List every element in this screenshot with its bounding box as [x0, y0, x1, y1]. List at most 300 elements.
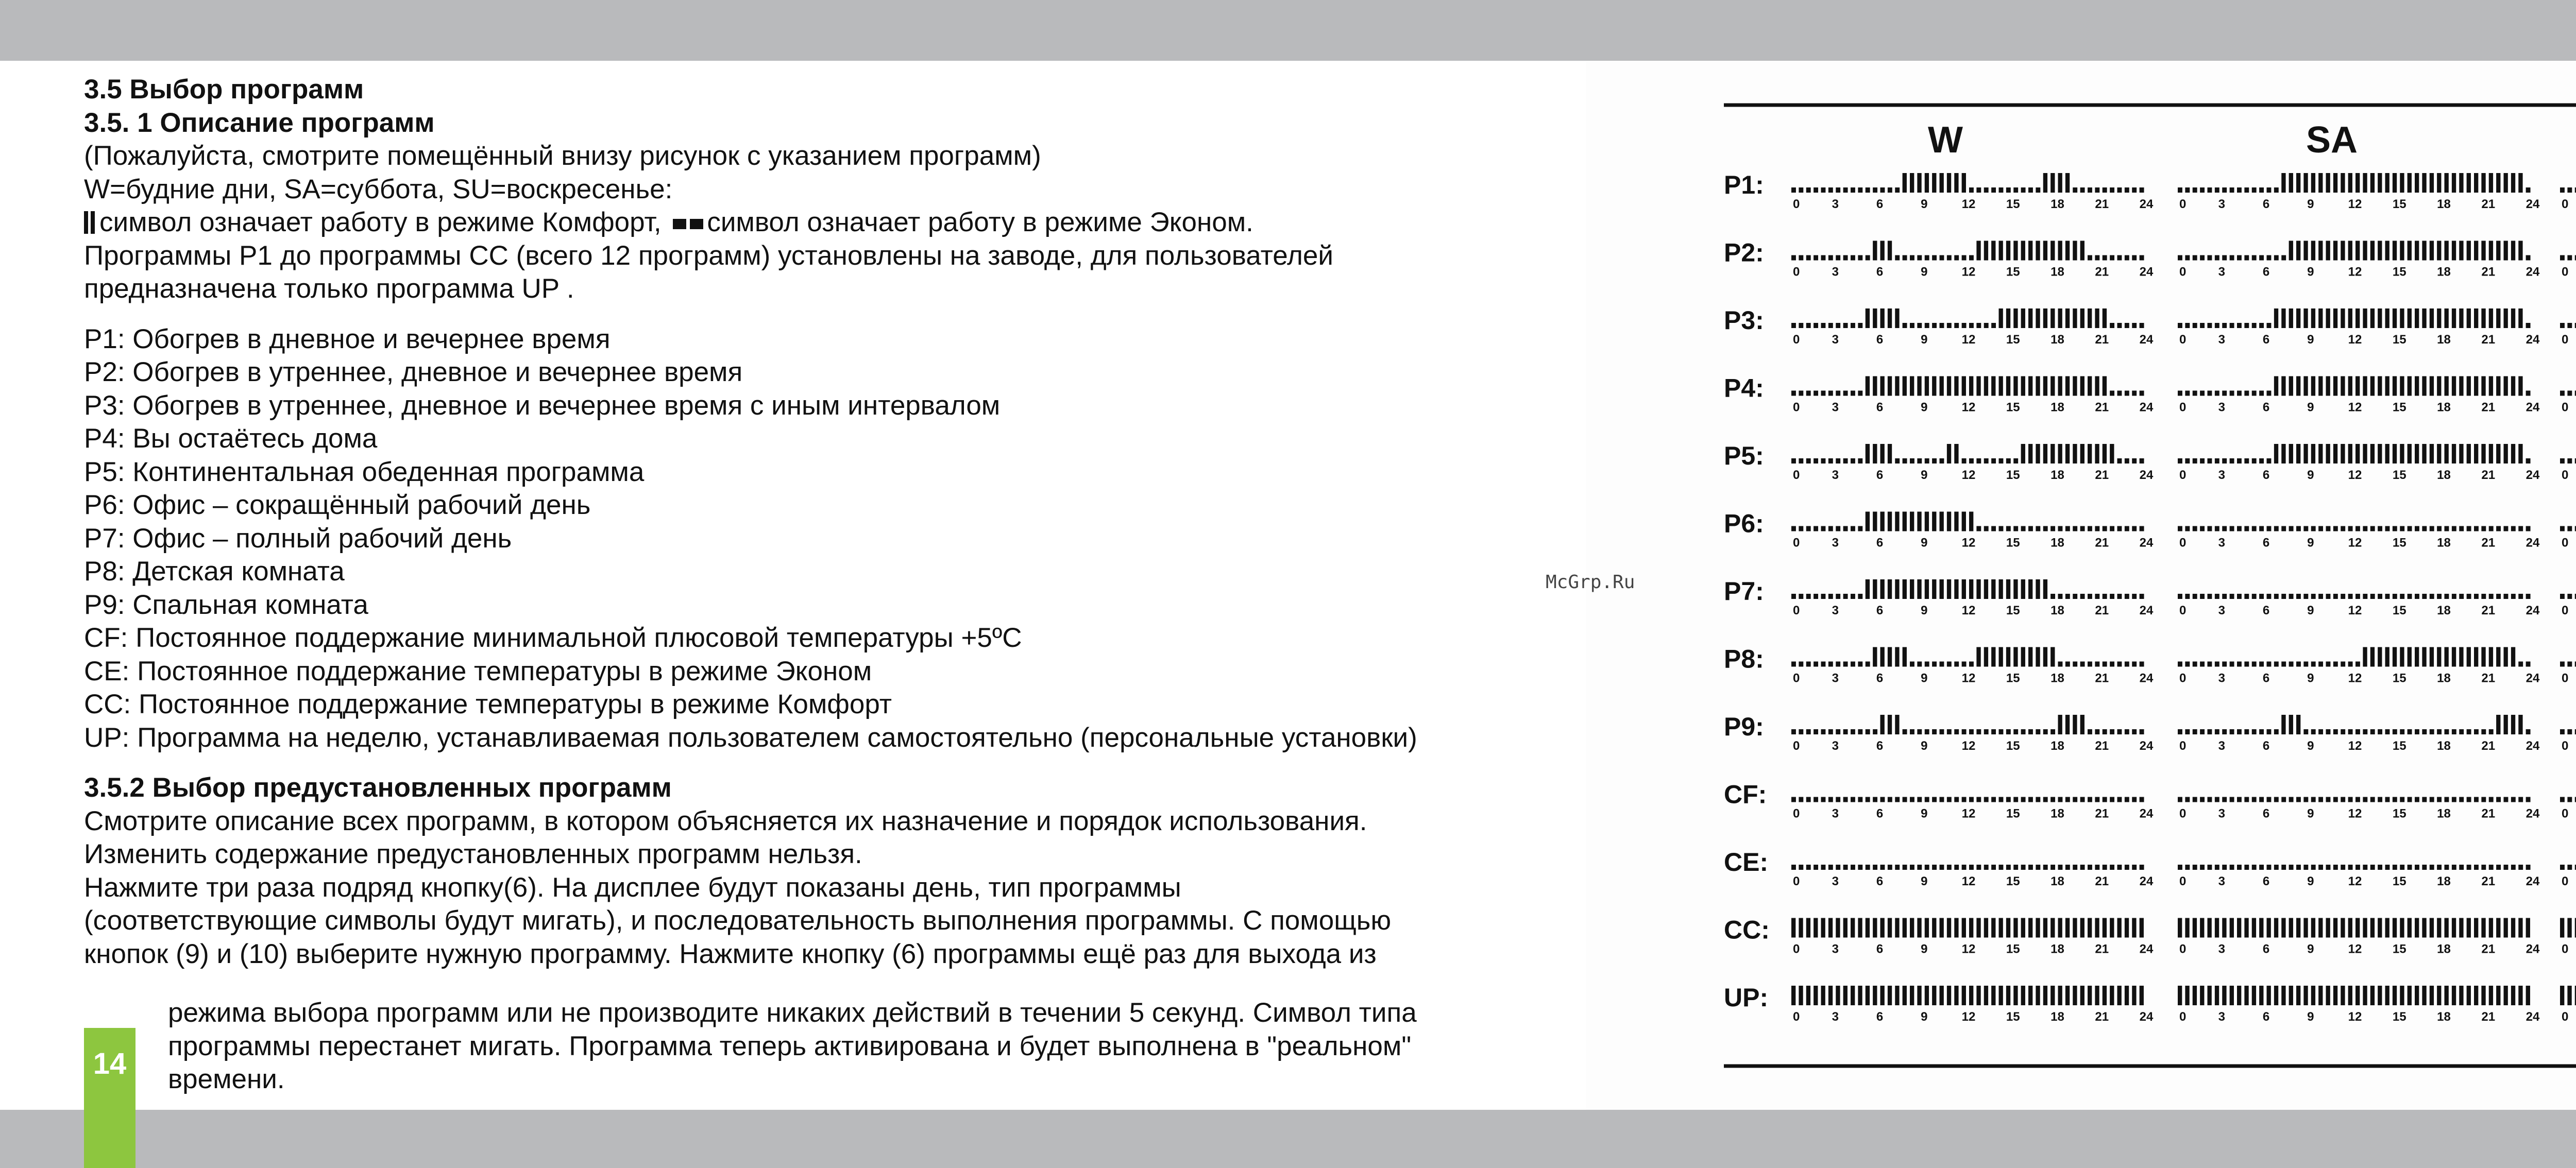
slot-mark — [2244, 797, 2249, 802]
slot-mark — [2125, 918, 2129, 938]
slot-mark — [2222, 458, 2227, 463]
slot-mark — [2311, 986, 2315, 1005]
hour-tick: 6 — [1876, 671, 1884, 685]
slot-mark — [1962, 662, 1967, 667]
slot-mark — [2467, 376, 2471, 396]
section2-line: Нажмите три раза подряд кнопку(6). На дисплее будут показаны день, тип программы — [84, 872, 1181, 903]
hour-tick: 9 — [2307, 265, 2314, 279]
slot-mark — [2073, 308, 2077, 328]
slot-mark — [2459, 647, 2463, 667]
slot-mark — [2496, 715, 2500, 734]
hour-tick: 9 — [2307, 468, 2314, 482]
slot-mark — [2110, 986, 2114, 1005]
slot-mark — [2385, 173, 2389, 193]
slot-mark — [2050, 797, 2055, 802]
slot-mark — [1925, 458, 1929, 463]
slot-mark — [2393, 918, 2397, 938]
slot-mark — [2289, 376, 2293, 396]
slot-mark — [2459, 729, 2464, 734]
slot-mark — [2348, 918, 2352, 938]
slot-mark — [2326, 308, 2330, 328]
slot-mark — [2080, 594, 2085, 599]
slot-mark — [1969, 918, 1973, 938]
section2-line: кнопок (9) и (10) выберите нужную программу. Нажмите кнопку (6) программы ещё раз для выхода из — [84, 938, 1377, 969]
slot-mark — [2326, 986, 2330, 1005]
hour-tick: 12 — [1961, 265, 1976, 279]
hour-tick: 0 — [2562, 468, 2569, 482]
slot-mark — [2415, 729, 2419, 734]
slot-mark — [2496, 918, 2500, 938]
slot-mark — [2222, 526, 2227, 531]
slot-mark — [2281, 173, 2285, 193]
slot-mark — [1999, 986, 2003, 1005]
slot-mark — [2050, 594, 2055, 599]
hour-tick: 6 — [2262, 874, 2270, 888]
slot-mark — [2013, 729, 2018, 734]
slot-mark — [2140, 255, 2144, 261]
slot-mark — [2259, 986, 2263, 1005]
slot-mark — [2252, 323, 2257, 328]
slot-mark — [1799, 594, 1803, 599]
slot-mark — [2303, 662, 2308, 667]
eco-symbol-icon — [673, 219, 704, 229]
slot-mark — [2193, 526, 2197, 531]
hour-tick: 3 — [1832, 197, 1839, 211]
slot-mark — [1821, 391, 1826, 396]
slot-mark — [2259, 662, 2264, 667]
slot-mark — [2065, 173, 2070, 193]
slot-mark — [1799, 729, 1803, 734]
slot-mark — [2222, 865, 2227, 870]
slot-mark — [2355, 526, 2360, 531]
slot-mark — [2073, 918, 2077, 938]
hour-tick: 21 — [2095, 197, 2109, 211]
slot-mark — [1991, 458, 1996, 463]
slot-mark — [2178, 918, 2182, 938]
slot-mark — [1814, 986, 1818, 1005]
slot-mark — [1851, 187, 1855, 193]
row-label: CC: — [1724, 915, 1770, 944]
slot-mark — [2193, 918, 2197, 938]
slot-mark — [2445, 647, 2449, 667]
slot-mark — [2073, 241, 2077, 261]
hour-tick: 9 — [2307, 806, 2314, 821]
hour-tick: 15 — [2392, 1010, 2406, 1024]
slot-mark — [2437, 865, 2442, 870]
slot-mark — [2222, 918, 2226, 938]
slot-mark — [1932, 865, 1937, 870]
slot-mark — [2363, 594, 2367, 599]
slot-mark — [1814, 391, 1818, 396]
slot-mark — [2289, 715, 2293, 734]
slot-mark — [2103, 255, 2107, 261]
slot-mark — [2378, 526, 2382, 531]
slot-mark — [2518, 715, 2522, 734]
slot-mark — [1814, 594, 1818, 599]
hour-tick: 24 — [2526, 942, 2540, 956]
slot-mark — [2526, 729, 2531, 734]
hour-tick: 0 — [2179, 671, 2187, 685]
slot-mark — [2452, 647, 2456, 667]
slot-mark — [2006, 376, 2010, 396]
slot-mark — [2073, 187, 2077, 193]
slot-mark — [2140, 797, 2144, 802]
slot-mark — [1910, 458, 1914, 463]
slot-mark — [1932, 986, 1936, 1005]
slot-mark — [2058, 308, 2062, 328]
slot-mark — [1814, 187, 1818, 193]
slot-mark — [2467, 865, 2471, 870]
slot-mark — [2088, 865, 2092, 870]
slot-mark — [2326, 526, 2331, 531]
slot-mark — [2560, 187, 2565, 193]
slot-mark — [2333, 729, 2338, 734]
hour-tick: 12 — [2348, 265, 2362, 279]
slot-mark — [2013, 865, 2018, 870]
slot-mark — [2013, 986, 2018, 1005]
slot-mark — [2296, 444, 2300, 463]
hour-tick: 6 — [1876, 604, 1884, 617]
slot-mark — [2281, 865, 2286, 870]
slot-mark — [1866, 255, 1870, 261]
hour-tick: 18 — [2050, 468, 2064, 482]
hour-tick: 3 — [1832, 468, 1839, 482]
slot-mark — [2526, 662, 2531, 667]
slot-mark — [2303, 241, 2308, 261]
hour-tick: 21 — [2481, 1010, 2496, 1024]
slot-mark — [2326, 241, 2330, 261]
slot-mark — [2050, 173, 2055, 193]
slot-mark — [1828, 458, 1833, 463]
slot-mark — [1791, 865, 1796, 870]
slot-mark — [2481, 918, 2485, 938]
bottom-band — [0, 1110, 2576, 1168]
slot-mark — [2200, 323, 2205, 328]
slot-mark — [2400, 729, 2404, 734]
slot-mark — [2430, 526, 2434, 531]
hour-tick: 0 — [2562, 400, 2569, 415]
slot-mark — [2296, 376, 2300, 396]
slot-mark — [2178, 729, 2182, 734]
slot-mark — [2028, 187, 2033, 193]
hour-tick: 3 — [2218, 265, 2225, 279]
hour-tick: 6 — [2262, 604, 2270, 617]
slot-mark — [2363, 918, 2367, 938]
hour-tick: 15 — [2006, 400, 2020, 415]
slot-mark — [2237, 918, 2241, 938]
slot-mark — [2193, 662, 2197, 667]
slot-mark — [2452, 241, 2456, 261]
slot-mark — [1836, 391, 1840, 396]
slot-mark — [2021, 729, 2026, 734]
slot-mark — [1954, 444, 1958, 463]
hour-tick: 21 — [2481, 197, 2496, 211]
slot-mark — [2208, 187, 2212, 193]
slot-mark — [2050, 986, 2055, 1005]
slot-mark — [1828, 662, 1833, 667]
slot-mark — [2140, 662, 2144, 667]
hour-tick: 18 — [2050, 806, 2064, 821]
slot-mark — [1828, 797, 1833, 802]
program-schedule-figure — [1724, 101, 2576, 1074]
slot-mark — [2230, 918, 2234, 938]
slot-mark — [2043, 579, 2047, 599]
slot-mark — [2511, 444, 2515, 463]
slot-mark — [1954, 918, 1958, 938]
slot-mark — [2237, 662, 2242, 667]
slot-mark — [1880, 797, 1885, 802]
slot-mark — [2348, 662, 2353, 667]
slot-mark — [2117, 391, 2122, 396]
slot-mark — [2378, 241, 2382, 261]
slot-mark — [1910, 918, 1914, 938]
slot-mark — [2504, 376, 2508, 396]
hour-tick: 18 — [2050, 197, 2064, 211]
slot-mark — [1903, 865, 1907, 870]
program-item: UP: Программа на неделю, устанавливаемая пользователем самостоятельно (персональные установки) — [84, 722, 1417, 753]
slot-mark — [2518, 918, 2522, 938]
slot-mark — [1858, 255, 1862, 261]
slot-mark — [1851, 594, 1855, 599]
slot-mark — [2289, 173, 2293, 193]
slot-mark — [2333, 662, 2338, 667]
slot-mark — [2415, 241, 2419, 261]
slot-mark — [1836, 526, 1840, 531]
slot-mark — [2318, 986, 2323, 1005]
slot-mark — [1858, 594, 1862, 599]
hour-tick: 0 — [2179, 874, 2187, 888]
hour-tick: 18 — [2437, 265, 2451, 279]
slot-mark — [2341, 526, 2345, 531]
hour-tick: 12 — [2348, 806, 2362, 821]
slot-mark — [2117, 255, 2122, 261]
slot-mark — [2467, 308, 2471, 328]
slot-mark — [1969, 797, 1974, 802]
slot-mark — [2267, 594, 2272, 599]
slot-mark — [2445, 444, 2449, 463]
slot-mark — [2259, 865, 2264, 870]
slot-mark — [2341, 173, 2345, 193]
slot-mark — [2103, 918, 2107, 938]
slot-mark — [2095, 308, 2099, 328]
slot-mark — [2445, 729, 2449, 734]
slot-mark — [2259, 323, 2264, 328]
slot-mark — [2230, 323, 2234, 328]
slot-mark — [1895, 512, 1899, 531]
slot-mark — [2303, 729, 2308, 734]
comfort-symbol-icon — [84, 211, 95, 234]
slot-mark — [1917, 173, 1921, 193]
slot-mark — [2400, 986, 2404, 1005]
hour-tick: 6 — [2262, 806, 2270, 821]
hour-tick: 9 — [1921, 806, 1928, 821]
slot-mark — [2474, 647, 2478, 667]
hour-tick: 0 — [2179, 265, 2187, 279]
slot-mark — [1791, 729, 1796, 734]
slot-mark — [2274, 526, 2279, 531]
slot-mark — [2504, 526, 2509, 531]
slot-mark — [2422, 594, 2427, 599]
slot-mark — [2560, 986, 2564, 1005]
slot-mark — [1903, 255, 1907, 261]
hour-tick: 21 — [2481, 806, 2496, 821]
slot-mark — [2200, 255, 2205, 261]
hour-tick: 12 — [1961, 942, 1976, 956]
slot-mark — [2185, 662, 2190, 667]
slot-mark — [1814, 662, 1818, 667]
slot-mark — [2467, 526, 2471, 531]
slot-mark — [2132, 986, 2136, 1005]
hour-tick: 15 — [2006, 265, 2020, 279]
slot-mark — [2103, 797, 2107, 802]
slot-mark — [2348, 797, 2353, 802]
slot-mark — [2103, 986, 2107, 1005]
slot-mark — [1903, 647, 1907, 667]
slot-mark — [2259, 918, 2263, 938]
slot-mark — [2215, 458, 2219, 463]
hour-tick: 18 — [2437, 333, 2451, 347]
slot-mark — [1910, 662, 1914, 667]
slot-mark — [2445, 986, 2449, 1005]
slot-mark — [2058, 662, 2063, 667]
slot-mark — [2385, 241, 2389, 261]
slot-mark — [2274, 662, 2279, 667]
slot-mark — [2355, 376, 2360, 396]
slot-mark — [1903, 729, 1907, 734]
hour-tick: 3 — [1832, 400, 1839, 415]
slot-mark — [1888, 918, 1892, 938]
slot-mark — [1888, 865, 1892, 870]
slot-mark — [2230, 255, 2234, 261]
slot-mark — [2058, 376, 2062, 396]
slot-mark — [2348, 376, 2352, 396]
slot-mark — [2370, 241, 2375, 261]
slot-mark — [2311, 444, 2315, 463]
program-item: Р3: Обогрев в утреннее, дневное и вечернее время с иным интервалом — [84, 390, 1001, 421]
slot-mark — [1976, 797, 1981, 802]
hour-tick: 24 — [2526, 671, 2540, 685]
hour-tick: 24 — [2139, 604, 2154, 617]
slot-mark — [1991, 865, 1996, 870]
slot-mark — [2415, 376, 2419, 396]
hour-tick: 12 — [2348, 400, 2362, 415]
slot-mark — [2467, 986, 2471, 1005]
slot-mark — [2281, 526, 2286, 531]
slot-mark — [2274, 797, 2279, 802]
slot-mark — [2526, 391, 2531, 396]
slot-mark — [1873, 647, 1877, 667]
slot-mark — [2222, 391, 2227, 396]
slot-mark — [2452, 729, 2456, 734]
hour-tick: 24 — [2526, 739, 2540, 753]
slot-mark — [1851, 918, 1855, 938]
slot-mark — [1925, 729, 1929, 734]
slot-mark — [1954, 797, 1959, 802]
slot-mark — [2215, 662, 2219, 667]
slot-mark — [2348, 986, 2352, 1005]
hour-tick: 6 — [1876, 739, 1884, 753]
row-label: P5: — [1724, 441, 1764, 470]
slot-mark — [2222, 662, 2227, 667]
hour-tick: 24 — [2139, 671, 2154, 685]
slot-mark — [2252, 526, 2257, 531]
slot-mark — [2013, 647, 2018, 667]
slot-mark — [1895, 986, 1899, 1005]
column-header: W — [1928, 119, 1963, 161]
hour-tick: 15 — [2006, 536, 2020, 550]
slot-mark — [1836, 662, 1840, 667]
slot-mark — [1976, 241, 1980, 261]
hour-tick: 9 — [1921, 197, 1928, 211]
slot-mark — [2496, 594, 2501, 599]
slot-mark — [2289, 986, 2293, 1005]
slot-mark — [2333, 241, 2337, 261]
slot-mark — [2110, 797, 2114, 802]
hour-tick: 12 — [2348, 671, 2362, 685]
hour-tick: 15 — [2392, 806, 2406, 821]
section2-line: времени. — [168, 1064, 285, 1094]
hour-tick: 12 — [1961, 874, 1976, 888]
slot-mark — [2289, 797, 2294, 802]
slot-mark — [2200, 458, 2205, 463]
slot-mark — [2237, 986, 2241, 1005]
slot-mark — [2430, 797, 2434, 802]
slot-mark — [2252, 918, 2256, 938]
hour-tick: 21 — [2481, 265, 2496, 279]
slot-mark — [2296, 715, 2300, 734]
slot-mark — [1888, 308, 1892, 328]
slot-mark — [1843, 662, 1848, 667]
slot-mark — [1806, 594, 1811, 599]
slot-mark — [2267, 986, 2271, 1005]
slot-mark — [2408, 729, 2412, 734]
hour-tick: 3 — [1832, 536, 1839, 550]
hour-tick: 9 — [2307, 333, 2314, 347]
slot-mark — [2021, 526, 2026, 531]
slot-mark — [2028, 579, 2032, 599]
slot-mark — [2430, 918, 2434, 938]
program-item: CC: Постоянное поддержание температуры в режиме Комфорт — [84, 689, 892, 719]
slot-mark — [2496, 376, 2500, 396]
hour-tick: 12 — [1961, 197, 1976, 211]
slot-mark — [1851, 797, 1855, 802]
slot-mark — [2080, 715, 2084, 734]
slot-mark — [1991, 187, 1996, 193]
slot-mark — [2125, 662, 2129, 667]
slot-mark — [2244, 391, 2249, 396]
hour-tick: 9 — [1921, 739, 1928, 753]
slot-mark — [1873, 187, 1877, 193]
slot-mark — [1940, 729, 1944, 734]
slot-mark — [2296, 308, 2300, 328]
slot-mark — [2430, 444, 2434, 463]
slot-mark — [2110, 729, 2114, 734]
slot-mark — [2215, 918, 2219, 938]
slot-mark — [1888, 187, 1892, 193]
hour-tick: 9 — [1921, 333, 1928, 347]
slot-mark — [2422, 729, 2427, 734]
slot-mark — [2178, 986, 2182, 1005]
hour-tick: 18 — [2437, 468, 2451, 482]
slot-mark — [1917, 512, 1921, 531]
hour-tick: 18 — [2050, 1010, 2064, 1024]
slot-mark — [1999, 797, 2004, 802]
slot-mark — [2363, 308, 2367, 328]
slot-mark — [2415, 526, 2419, 531]
slot-mark — [2296, 241, 2300, 261]
hour-tick: 24 — [2526, 1010, 2540, 1024]
slot-mark — [2065, 662, 2070, 667]
